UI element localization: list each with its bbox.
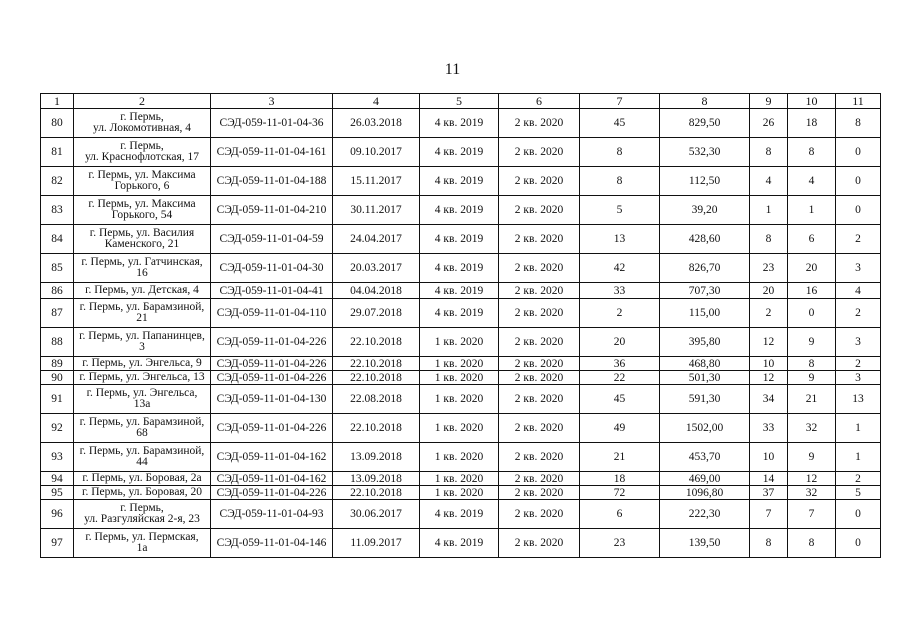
- area-cell: 826,70: [660, 254, 750, 283]
- document-date-cell: 11.09.2017: [333, 529, 420, 558]
- col-10-value-cell: 21: [788, 385, 836, 414]
- row-number-cell: 84: [41, 225, 74, 254]
- table-row: [41, 225, 881, 254]
- table-row: [41, 109, 881, 138]
- end-quarter-cell: 2 кв. 2020: [499, 472, 580, 486]
- start-quarter-cell: 1 кв. 2020: [420, 443, 499, 472]
- start-quarter-cell: 1 кв. 2020: [420, 472, 499, 486]
- document-date-cell: 13.09.2018: [333, 472, 420, 486]
- col-11-value-cell: 0: [836, 529, 881, 558]
- address-cell: г. Пермь, ул. Разгуляйская 2-я, 23: [74, 500, 211, 529]
- row-number-cell: 80: [41, 109, 74, 138]
- area-cell: 532,30: [660, 138, 750, 167]
- table-row: [41, 443, 881, 472]
- col-9-value-cell: 8: [750, 225, 788, 254]
- col-9-value-cell: 14: [750, 472, 788, 486]
- area-cell: 112,50: [660, 167, 750, 196]
- document-date-cell: 30.06.2017: [333, 500, 420, 529]
- document-date-cell: 09.10.2017: [333, 138, 420, 167]
- table-row: [41, 167, 881, 196]
- row-number-cell: 89: [41, 357, 74, 371]
- document-date-cell: 22.08.2018: [333, 385, 420, 414]
- col-11-value-cell: 0: [836, 500, 881, 529]
- document-number-cell: СЭД-059-11-01-04-162: [211, 472, 333, 486]
- document-number-cell: СЭД-059-11-01-04-36: [211, 109, 333, 138]
- address-cell: г. Пермь, ул. Василия Каменского, 21: [74, 225, 211, 254]
- col-9-value-cell: 2: [750, 299, 788, 328]
- document-date-cell: 22.10.2018: [333, 486, 420, 500]
- col-10-value-cell: 4: [788, 167, 836, 196]
- end-quarter-cell: 2 кв. 2020: [499, 138, 580, 167]
- table-row: [41, 371, 881, 385]
- col-11-value-cell: 0: [836, 138, 881, 167]
- row-number-cell: 87: [41, 299, 74, 328]
- document-number-cell: СЭД-059-11-01-04-93: [211, 500, 333, 529]
- address-cell: г. Пермь, ул. Энгельса, 13: [74, 371, 211, 385]
- document-date-cell: 22.10.2018: [333, 371, 420, 385]
- col-10-value-cell: 8: [788, 138, 836, 167]
- document-number-cell: СЭД-059-11-01-04-130: [211, 385, 333, 414]
- col-9-value-cell: 20: [750, 283, 788, 299]
- col-11-value-cell: 2: [836, 357, 881, 371]
- row-number-cell: 90: [41, 371, 74, 385]
- document-date-cell: 22.10.2018: [333, 328, 420, 357]
- residents-count-cell: 6: [580, 500, 660, 529]
- document-date-cell: 04.04.2018: [333, 283, 420, 299]
- end-quarter-cell: 2 кв. 2020: [499, 486, 580, 500]
- col-9-value-cell: 10: [750, 357, 788, 371]
- residents-count-cell: 2: [580, 299, 660, 328]
- residents-count-cell: 72: [580, 486, 660, 500]
- col-11-value-cell: 0: [836, 196, 881, 225]
- col-9-value-cell: 10: [750, 443, 788, 472]
- document-number-cell: СЭД-059-11-01-04-226: [211, 357, 333, 371]
- column-header-2: 2: [74, 94, 211, 109]
- document-date-cell: 30.11.2017: [333, 196, 420, 225]
- table-row: [41, 196, 881, 225]
- col-9-value-cell: 8: [750, 138, 788, 167]
- area-cell: 39,20: [660, 196, 750, 225]
- end-quarter-cell: 2 кв. 2020: [499, 254, 580, 283]
- area-cell: 468,80: [660, 357, 750, 371]
- col-11-value-cell: 1: [836, 414, 881, 443]
- area-cell: 222,30: [660, 500, 750, 529]
- residents-count-cell: 13: [580, 225, 660, 254]
- area-cell: 1096,80: [660, 486, 750, 500]
- address-cell: г. Пермь, ул. Боровая, 20: [74, 486, 211, 500]
- residents-count-cell: 22: [580, 371, 660, 385]
- document-date-cell: 24.04.2017: [333, 225, 420, 254]
- col-10-value-cell: 32: [788, 414, 836, 443]
- table-row: [41, 500, 881, 529]
- col-10-value-cell: 32: [788, 486, 836, 500]
- col-11-value-cell: 4: [836, 283, 881, 299]
- end-quarter-cell: 2 кв. 2020: [499, 443, 580, 472]
- area-cell: 591,30: [660, 385, 750, 414]
- area-cell: 139,50: [660, 529, 750, 558]
- col-11-value-cell: 2: [836, 299, 881, 328]
- col-9-value-cell: 8: [750, 529, 788, 558]
- column-header-4: 4: [333, 94, 420, 109]
- end-quarter-cell: 2 кв. 2020: [499, 196, 580, 225]
- address-cell: г. Пермь, ул. Папанинцев, 3: [74, 328, 211, 357]
- residents-count-cell: 23: [580, 529, 660, 558]
- residents-count-cell: 49: [580, 414, 660, 443]
- residents-count-cell: 18: [580, 472, 660, 486]
- col-10-value-cell: 18: [788, 109, 836, 138]
- address-cell: г. Пермь, ул. Пермская, 1а: [74, 529, 211, 558]
- row-number-cell: 96: [41, 500, 74, 529]
- residents-count-cell: 21: [580, 443, 660, 472]
- document-number-cell: СЭД-059-11-01-04-41: [211, 283, 333, 299]
- document-number-cell: СЭД-059-11-01-04-162: [211, 443, 333, 472]
- area-cell: 115,00: [660, 299, 750, 328]
- housing-table: [40, 93, 881, 558]
- start-quarter-cell: 4 кв. 2019: [420, 167, 499, 196]
- document-date-cell: 29.07.2018: [333, 299, 420, 328]
- row-number-cell: 97: [41, 529, 74, 558]
- column-header-3: 3: [211, 94, 333, 109]
- residents-count-cell: 8: [580, 138, 660, 167]
- col-9-value-cell: 12: [750, 371, 788, 385]
- col-10-value-cell: 12: [788, 472, 836, 486]
- document-number-cell: СЭД-059-11-01-04-226: [211, 414, 333, 443]
- col-10-value-cell: 0: [788, 299, 836, 328]
- residents-count-cell: 33: [580, 283, 660, 299]
- column-header-7: 7: [580, 94, 660, 109]
- start-quarter-cell: 1 кв. 2020: [420, 371, 499, 385]
- row-number-cell: 95: [41, 486, 74, 500]
- col-10-value-cell: 9: [788, 443, 836, 472]
- start-quarter-cell: 1 кв. 2020: [420, 486, 499, 500]
- address-cell: г. Пермь, ул. Максима Горького, 54: [74, 196, 211, 225]
- table-row: [41, 138, 881, 167]
- document-date-cell: 15.11.2017: [333, 167, 420, 196]
- start-quarter-cell: 1 кв. 2020: [420, 385, 499, 414]
- document-date-cell: 22.10.2018: [333, 357, 420, 371]
- document-number-cell: СЭД-059-11-01-04-110: [211, 299, 333, 328]
- end-quarter-cell: 2 кв. 2020: [499, 357, 580, 371]
- start-quarter-cell: 4 кв. 2019: [420, 254, 499, 283]
- document-number-cell: СЭД-059-11-01-04-161: [211, 138, 333, 167]
- end-quarter-cell: 2 кв. 2020: [499, 299, 580, 328]
- area-cell: 453,70: [660, 443, 750, 472]
- area-cell: 829,50: [660, 109, 750, 138]
- col-10-value-cell: 7: [788, 500, 836, 529]
- end-quarter-cell: 2 кв. 2020: [499, 529, 580, 558]
- col-11-value-cell: 2: [836, 472, 881, 486]
- start-quarter-cell: 4 кв. 2019: [420, 500, 499, 529]
- address-cell: г. Пермь, ул. Краснофлотская, 17: [74, 138, 211, 167]
- col-11-value-cell: 3: [836, 371, 881, 385]
- residents-count-cell: 45: [580, 109, 660, 138]
- start-quarter-cell: 4 кв. 2019: [420, 225, 499, 254]
- area-cell: 501,30: [660, 371, 750, 385]
- table-row: [41, 254, 881, 283]
- address-cell: г. Пермь, ул. Детская, 4: [74, 283, 211, 299]
- start-quarter-cell: 4 кв. 2019: [420, 283, 499, 299]
- start-quarter-cell: 4 кв. 2019: [420, 529, 499, 558]
- col-11-value-cell: 13: [836, 385, 881, 414]
- table-row: [41, 283, 881, 299]
- row-number-cell: 94: [41, 472, 74, 486]
- area-cell: 469,00: [660, 472, 750, 486]
- document-number-cell: СЭД-059-11-01-04-226: [211, 371, 333, 385]
- column-header-8: 8: [660, 94, 750, 109]
- end-quarter-cell: 2 кв. 2020: [499, 371, 580, 385]
- col-9-value-cell: 26: [750, 109, 788, 138]
- area-cell: 707,30: [660, 283, 750, 299]
- start-quarter-cell: 1 кв. 2020: [420, 414, 499, 443]
- end-quarter-cell: 2 кв. 2020: [499, 283, 580, 299]
- col-11-value-cell: 3: [836, 328, 881, 357]
- col-11-value-cell: 0: [836, 167, 881, 196]
- col-11-value-cell: 1: [836, 443, 881, 472]
- residents-count-cell: 42: [580, 254, 660, 283]
- start-quarter-cell: 4 кв. 2019: [420, 196, 499, 225]
- table-row: [41, 472, 881, 486]
- col-9-value-cell: 4: [750, 167, 788, 196]
- col-11-value-cell: 8: [836, 109, 881, 138]
- table-row: [41, 357, 881, 371]
- col-10-value-cell: 8: [788, 529, 836, 558]
- start-quarter-cell: 4 кв. 2019: [420, 138, 499, 167]
- residents-count-cell: 45: [580, 385, 660, 414]
- row-number-cell: 83: [41, 196, 74, 225]
- col-9-value-cell: 12: [750, 328, 788, 357]
- document-date-cell: 13.09.2018: [333, 443, 420, 472]
- end-quarter-cell: 2 кв. 2020: [499, 109, 580, 138]
- start-quarter-cell: 4 кв. 2019: [420, 109, 499, 138]
- row-number-cell: 81: [41, 138, 74, 167]
- document-date-cell: 20.03.2017: [333, 254, 420, 283]
- column-header-6: 6: [499, 94, 580, 109]
- document-number-cell: СЭД-059-11-01-04-59: [211, 225, 333, 254]
- row-number-cell: 82: [41, 167, 74, 196]
- col-10-value-cell: 6: [788, 225, 836, 254]
- table-row: [41, 486, 881, 500]
- column-header-11: 11: [836, 94, 881, 109]
- col-9-value-cell: 33: [750, 414, 788, 443]
- column-header-5: 5: [420, 94, 499, 109]
- end-quarter-cell: 2 кв. 2020: [499, 225, 580, 254]
- col-9-value-cell: 34: [750, 385, 788, 414]
- area-cell: 428,60: [660, 225, 750, 254]
- col-10-value-cell: 9: [788, 371, 836, 385]
- col-10-value-cell: 16: [788, 283, 836, 299]
- table-row: [41, 328, 881, 357]
- end-quarter-cell: 2 кв. 2020: [499, 385, 580, 414]
- col-9-value-cell: 7: [750, 500, 788, 529]
- col-9-value-cell: 1: [750, 196, 788, 225]
- residents-count-cell: 20: [580, 328, 660, 357]
- address-cell: г. Пермь, ул. Локомотивная, 4: [74, 109, 211, 138]
- page-number: 11: [444, 61, 461, 78]
- document-number-cell: СЭД-059-11-01-04-226: [211, 328, 333, 357]
- residents-count-cell: 8: [580, 167, 660, 196]
- col-11-value-cell: 3: [836, 254, 881, 283]
- row-number-cell: 86: [41, 283, 74, 299]
- row-number-cell: 92: [41, 414, 74, 443]
- row-number-cell: 85: [41, 254, 74, 283]
- end-quarter-cell: 2 кв. 2020: [499, 167, 580, 196]
- table-row: [41, 299, 881, 328]
- document-number-cell: СЭД-059-11-01-04-188: [211, 167, 333, 196]
- row-number-cell: 91: [41, 385, 74, 414]
- start-quarter-cell: 1 кв. 2020: [420, 328, 499, 357]
- col-10-value-cell: 20: [788, 254, 836, 283]
- col-10-value-cell: 8: [788, 357, 836, 371]
- col-9-value-cell: 37: [750, 486, 788, 500]
- column-header-10: 10: [788, 94, 836, 109]
- address-cell: г. Пермь, ул. Боровая, 2а: [74, 472, 211, 486]
- residents-count-cell: 36: [580, 357, 660, 371]
- end-quarter-cell: 2 кв. 2020: [499, 328, 580, 357]
- address-cell: г. Пермь, ул. Барамзиной, 21: [74, 299, 211, 328]
- address-cell: г. Пермь, ул. Гатчинская, 16: [74, 254, 211, 283]
- table-row: [41, 385, 881, 414]
- table-row: [41, 414, 881, 443]
- address-cell: г. Пермь, ул. Энгельса, 13а: [74, 385, 211, 414]
- address-cell: г. Пермь, ул. Барамзиной, 68: [74, 414, 211, 443]
- col-9-value-cell: 23: [750, 254, 788, 283]
- residents-count-cell: 5: [580, 196, 660, 225]
- area-cell: 1502,00: [660, 414, 750, 443]
- col-10-value-cell: 1: [788, 196, 836, 225]
- row-number-cell: 88: [41, 328, 74, 357]
- document-date-cell: 22.10.2018: [333, 414, 420, 443]
- document-number-cell: СЭД-059-11-01-04-146: [211, 529, 333, 558]
- area-cell: 395,80: [660, 328, 750, 357]
- document-number-cell: СЭД-059-11-01-04-30: [211, 254, 333, 283]
- start-quarter-cell: 4 кв. 2019: [420, 299, 499, 328]
- document-number-cell: СЭД-059-11-01-04-226: [211, 486, 333, 500]
- col-10-value-cell: 9: [788, 328, 836, 357]
- document-number-cell: СЭД-059-11-01-04-210: [211, 196, 333, 225]
- column-header-1: 1: [41, 94, 74, 109]
- col-11-value-cell: 2: [836, 225, 881, 254]
- column-header-9: 9: [750, 94, 788, 109]
- header-row: [41, 94, 881, 109]
- address-cell: г. Пермь, ул. Энгельса, 9: [74, 357, 211, 371]
- start-quarter-cell: 1 кв. 2020: [420, 357, 499, 371]
- row-number-cell: 93: [41, 443, 74, 472]
- address-cell: г. Пермь, ул. Максима Горького, 6: [74, 167, 211, 196]
- document-date-cell: 26.03.2018: [333, 109, 420, 138]
- table-row: [41, 529, 881, 558]
- address-cell: г. Пермь, ул. Барамзиной, 44: [74, 443, 211, 472]
- end-quarter-cell: 2 кв. 2020: [499, 500, 580, 529]
- end-quarter-cell: 2 кв. 2020: [499, 414, 580, 443]
- col-11-value-cell: 5: [836, 486, 881, 500]
